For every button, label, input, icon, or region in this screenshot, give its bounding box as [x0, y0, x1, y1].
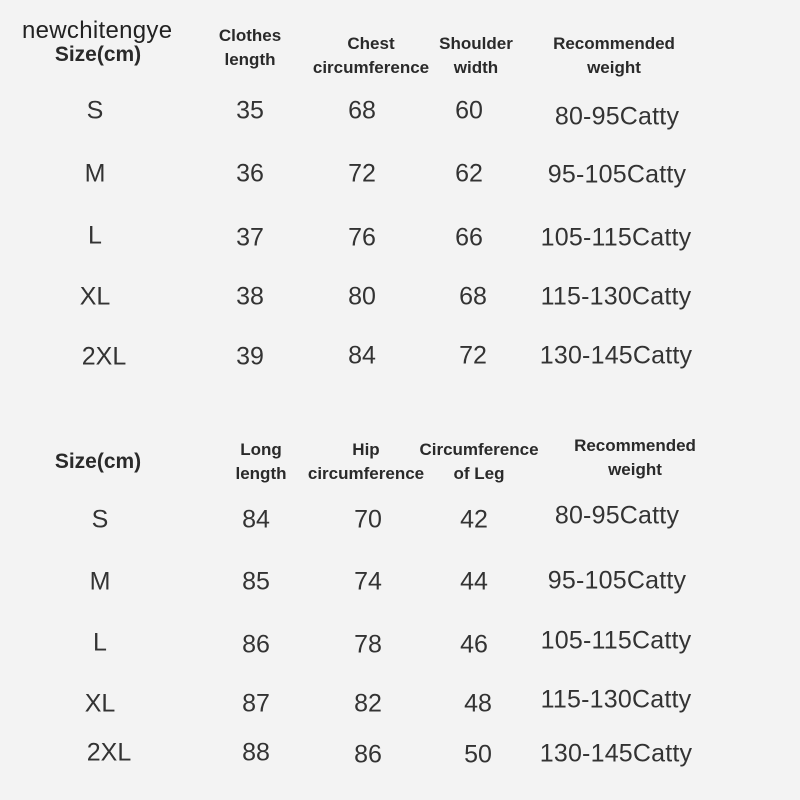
value-cell: 60: [455, 96, 483, 125]
weight-cell: 115-130Catty: [540, 685, 692, 714]
weight-cell: 105-115Catty: [540, 626, 692, 655]
size-cell: M: [84, 159, 106, 188]
table2-long-length-header: Long length: [235, 440, 287, 483]
table1-size-header: Size(cm): [54, 43, 142, 66]
value-cell: 38: [236, 282, 264, 311]
weight-cell: 80-95Catty: [554, 501, 680, 530]
value-cell: 85: [242, 567, 270, 596]
value-cell: 82: [354, 689, 382, 718]
table2-hip-header: Hip circumference: [307, 440, 425, 483]
size-cell: S: [86, 96, 104, 125]
value-cell: 42: [460, 505, 488, 534]
value-cell: 74: [354, 567, 382, 596]
weight-cell: 130-145Catty: [539, 341, 693, 370]
table1-clothes-length-header: Clothes length: [218, 26, 282, 69]
value-cell: 84: [348, 341, 376, 370]
size-cell: L: [88, 221, 102, 250]
value-cell: 62: [455, 159, 483, 188]
weight-cell: 95-105Catty: [547, 160, 687, 189]
value-cell: 76: [348, 223, 376, 252]
table2-size-header: Size(cm): [54, 450, 142, 473]
size-cell: 2XL: [86, 738, 132, 767]
value-cell: 88: [242, 738, 270, 767]
value-cell: 72: [459, 341, 487, 370]
weight-cell: 105-115Catty: [540, 223, 692, 252]
value-cell: 66: [455, 223, 483, 252]
table1-shoulder-header: Shoulder width: [439, 34, 513, 77]
value-cell: 68: [348, 96, 376, 125]
weight-cell: 80-95Catty: [554, 102, 680, 131]
value-cell: 78: [354, 630, 382, 659]
value-cell: 46: [460, 630, 488, 659]
weight-cell: 115-130Catty: [540, 282, 692, 311]
value-cell: 86: [354, 740, 382, 769]
table2-leg-header: Circumference of Leg: [419, 440, 539, 483]
size-cell: S: [91, 505, 109, 534]
value-cell: 37: [236, 223, 264, 252]
value-cell: 68: [459, 282, 487, 311]
size-cell: XL: [84, 689, 116, 718]
value-cell: 87: [242, 689, 270, 718]
value-cell: 70: [354, 505, 382, 534]
watermark-text: newchitengye: [22, 17, 173, 44]
size-cell: L: [93, 628, 107, 657]
value-cell: 72: [348, 159, 376, 188]
size-cell: 2XL: [81, 342, 127, 371]
value-cell: 86: [242, 630, 270, 659]
value-cell: 35: [236, 96, 264, 125]
weight-cell: 130-145Catty: [539, 739, 693, 768]
value-cell: 44: [460, 567, 488, 596]
value-cell: 48: [464, 689, 492, 718]
size-cell: XL: [79, 282, 111, 311]
table1-chest-header: Chest circumference: [312, 34, 430, 77]
table2-weight-header: Recommended weight: [574, 436, 696, 479]
value-cell: 84: [242, 505, 270, 534]
size-cell: M: [89, 567, 111, 596]
value-cell: 39: [236, 342, 264, 371]
value-cell: 50: [464, 740, 492, 769]
value-cell: 36: [236, 159, 264, 188]
table1-weight-header: Recommended weight: [553, 34, 675, 77]
weight-cell: 95-105Catty: [547, 566, 687, 595]
value-cell: 80: [348, 282, 376, 311]
